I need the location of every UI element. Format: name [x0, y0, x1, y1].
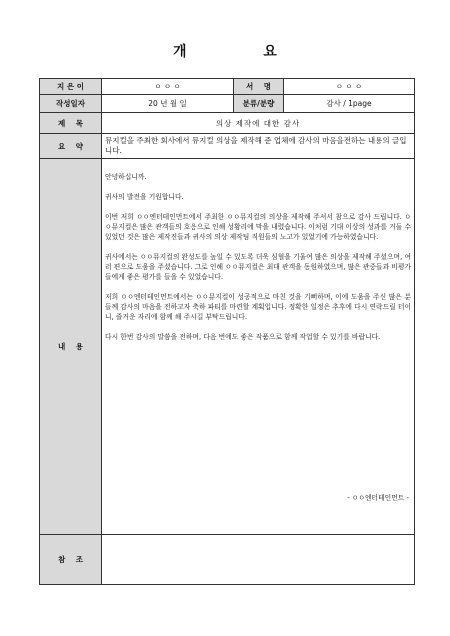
content-row [40, 159, 415, 535]
document-title: 개 요 [173, 44, 313, 60]
category-label: 분류/분량 [234, 95, 284, 113]
body-paragraph: 다시 한번 감사의 말씀을 전하며, 다음 번에도 좋은 작품으로 함께 작업할 수 있기를 바랍니다. [105, 333, 381, 341]
reference-value [102, 535, 415, 585]
signature-label: 서 명 [234, 79, 284, 95]
body-paragraph: 귀사의 발전을 기원합니다. [105, 193, 184, 201]
signature-value: ㅇ ㅇ ㅇ [284, 79, 415, 95]
summary-row [40, 134, 415, 159]
content-body [102, 159, 415, 535]
author-row [40, 79, 415, 95]
date-value: 20 년 월 일 [102, 95, 234, 113]
date-row [40, 95, 415, 113]
summary-form-table [39, 78, 415, 585]
body-paragraph: 이번 저희 ㅇㅇ엔터테인먼트에서 주최한 ㅇㅇ뮤지컬의 의상을 제작해 주셔서 참으로 감사 드립니다. ㅇㅇ뮤지컬은 많은 관객들의 호응으로 인해 성황리에 막을 내렸습니다. 이처럼 기대 이상의 성과를 거둘 수 있었던 것은 많은 제작진들과 귀사의 의상 제작팀 직원들의 노고가 있었기에 가능하였습니다. [105, 213, 412, 241]
content-label: 내 용 [40, 159, 102, 535]
subject-label: 제 목 [40, 113, 102, 134]
summary-label: 요 약 [40, 134, 102, 159]
closing-signature: - ㅇㅇ엔터테인먼트 - [347, 494, 409, 502]
reference-row [40, 535, 415, 585]
body-paragraph: 귀사에서는 ㅇㅇ뮤지컬의 완성도를 높일 수 있도록 더욱 심혈을 기울여 많은 의상을 제작해 주셨으며, 여러 편으로 도움을 주셨습니다. 그로 인해 ㅇㅇ뮤지컬은 최대 관객을 동원하였으며, 많은 관중들과 비평가들에게 좋은 평가를 들을 수 있었습니다. [105, 253, 412, 281]
summary-value: 뮤지컬을 주최한 회사에서 뮤지컬 의상을 제작해 준 업체에 감사의 마음을전하는 내용의 글입니다. [102, 134, 415, 159]
date-label: 작성일자 [40, 95, 102, 113]
subject-value: 의상 제작에 대한 감사 [102, 113, 415, 134]
author-value: ㅇ ㅇ ㅇ [102, 79, 234, 95]
category-value: 감사 / 1page [284, 95, 415, 113]
body-paragraph: 저희 ㅇㅇ엔터테인먼트에서는 ㅇㅇ뮤지컬이 성공적으로 마친 것을 기뻐하며, 이에 도움을 주신 많은 분들께 감사의 마음을 전하고자 축하 파티를 마련할 계획입니다. 정확한 일정은 추후에 다시 연락드릴 터이니, 즐거운 자리에 함께 해 주시길 부탁드립니다. [105, 293, 412, 321]
reference-label: 참 조 [40, 535, 102, 585]
author-label: 지 은 이 [40, 79, 102, 95]
subject-row [40, 113, 415, 134]
body-paragraph: 안녕하십니까. [105, 173, 147, 181]
